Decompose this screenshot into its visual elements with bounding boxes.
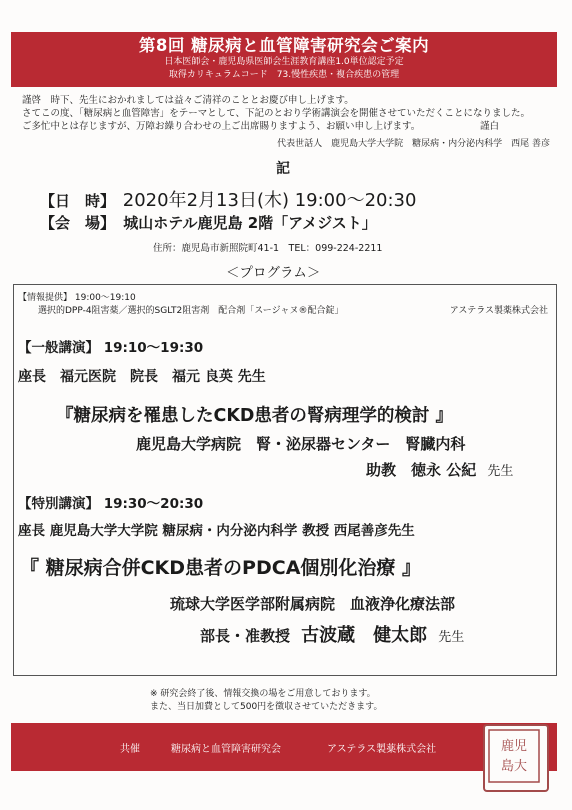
special-lecture-chair: 座長 鹿児島大学大学院 糖尿病・内分泌内科学 教授 西尾善彦先生: [18, 523, 415, 539]
greeting-block: [22, 94, 552, 133]
footer-banner: [11, 723, 557, 771]
venue-label: 【会 場】: [40, 214, 116, 232]
program-heading: ＜プログラム＞: [226, 265, 321, 281]
curriculum-code: 取得カリキュラムコード 73.慢性疾患・複合疾患の管理: [168, 70, 400, 80]
special-lecture-affiliation: 琉球大学医学部附属病院 血液浄化療法部: [170, 595, 456, 613]
cohost-org: アステラス製薬株式会社: [327, 744, 437, 755]
special-lecture-speaker-name: 古波蔵 健太郎: [301, 625, 428, 646]
event-title: 第8回 糖尿病と血管障害研究会ご案内: [138, 36, 430, 55]
representative-organizer: 代表世話人 鹿児島大学大学院 糖尿病・内分泌内科学 西尾 善彦: [277, 139, 550, 149]
info-provision-label: 【情報提供】 19:00～19:10: [18, 293, 136, 303]
venue-value: 城山ホテル鹿児島 2階「アメジスト」: [123, 214, 377, 232]
special-lecture-speaker-line: [200, 621, 464, 647]
date-value: 2020年2月13日(木) 19:00～20:30: [122, 190, 417, 211]
greeting-line: 謹啓 時下、先生におかれましては益々ご清祥のこととお慶び申し上げます。: [22, 95, 354, 106]
general-lecture-speaker: 助教 徳永 公紀: [366, 461, 477, 479]
special-lecture-label: 【特別講演】 19:30～20:30: [18, 496, 204, 512]
info-provision-drug: 選択的DPP-4阻害薬／選択的SGLT2阻害剤 配合剤「スージャヌ®配合錠」: [38, 306, 344, 316]
svg-text:島大: 島大: [500, 759, 528, 774]
cohost-org: 糖尿病と血管障害研究会: [171, 744, 281, 755]
greeting-line: ご多忙中とは存じますが、万障お繰り合わせの上ご出席賜りますよう、お願い申し上げます。: [22, 121, 421, 132]
greeting-line: さてこの度、「糖尿病と血管障害」をテーマとして、下記のとおり学術講演会を開催させていただくことになりました。: [22, 108, 531, 119]
note-line: また、当日加費として500円を徴収させていただきます。: [150, 702, 383, 712]
general-lecture-chair: 座長 福元医院 院長 福元 良英 先生: [18, 369, 266, 385]
info-provision-sponsor: アステラス製薬株式会社: [449, 306, 548, 316]
venue-row: [40, 212, 377, 233]
special-lecture-title: 『 糖尿病合併CKD患者のPDCA個別化治療 』: [20, 557, 422, 579]
general-lecture-label: 【一般講演】 19:10～19:30: [18, 340, 204, 356]
greeting-closing: 謹白: [480, 121, 500, 132]
date-label: 【日 時】: [40, 192, 116, 210]
ki-heading: 記: [276, 161, 290, 177]
honorific: 先生: [487, 464, 514, 479]
seal-icon: [485, 726, 543, 786]
general-lecture-title: 『糖尿病を罹患したCKD患者の腎病理学的検討 』: [56, 406, 454, 426]
svg-text:鹿児: 鹿児: [500, 739, 528, 754]
venue-address: 住所：鹿児島市新照院町41-1 TEL：099-224-2211: [153, 243, 383, 254]
notes-block: [150, 688, 382, 714]
credit-note: 日本医師会・鹿児島県医師会生涯教育講座1.0単位認定予定: [164, 57, 404, 67]
honorific: 先生: [438, 630, 465, 645]
general-lecture-speaker-line: [366, 459, 513, 480]
note-line: ※ 研究会終了後、情報交換の場をご用意しております。: [150, 689, 376, 699]
seal-stamp: [483, 724, 549, 792]
header-banner: [11, 32, 557, 87]
date-row: [40, 186, 416, 212]
general-lecture-affiliation: 鹿児島大学病院 腎・泌尿器センター 腎臓内科: [136, 435, 466, 453]
special-lecture-speaker-role: 部長・准教授: [200, 627, 291, 645]
cohost-label: 共催: [120, 744, 140, 755]
